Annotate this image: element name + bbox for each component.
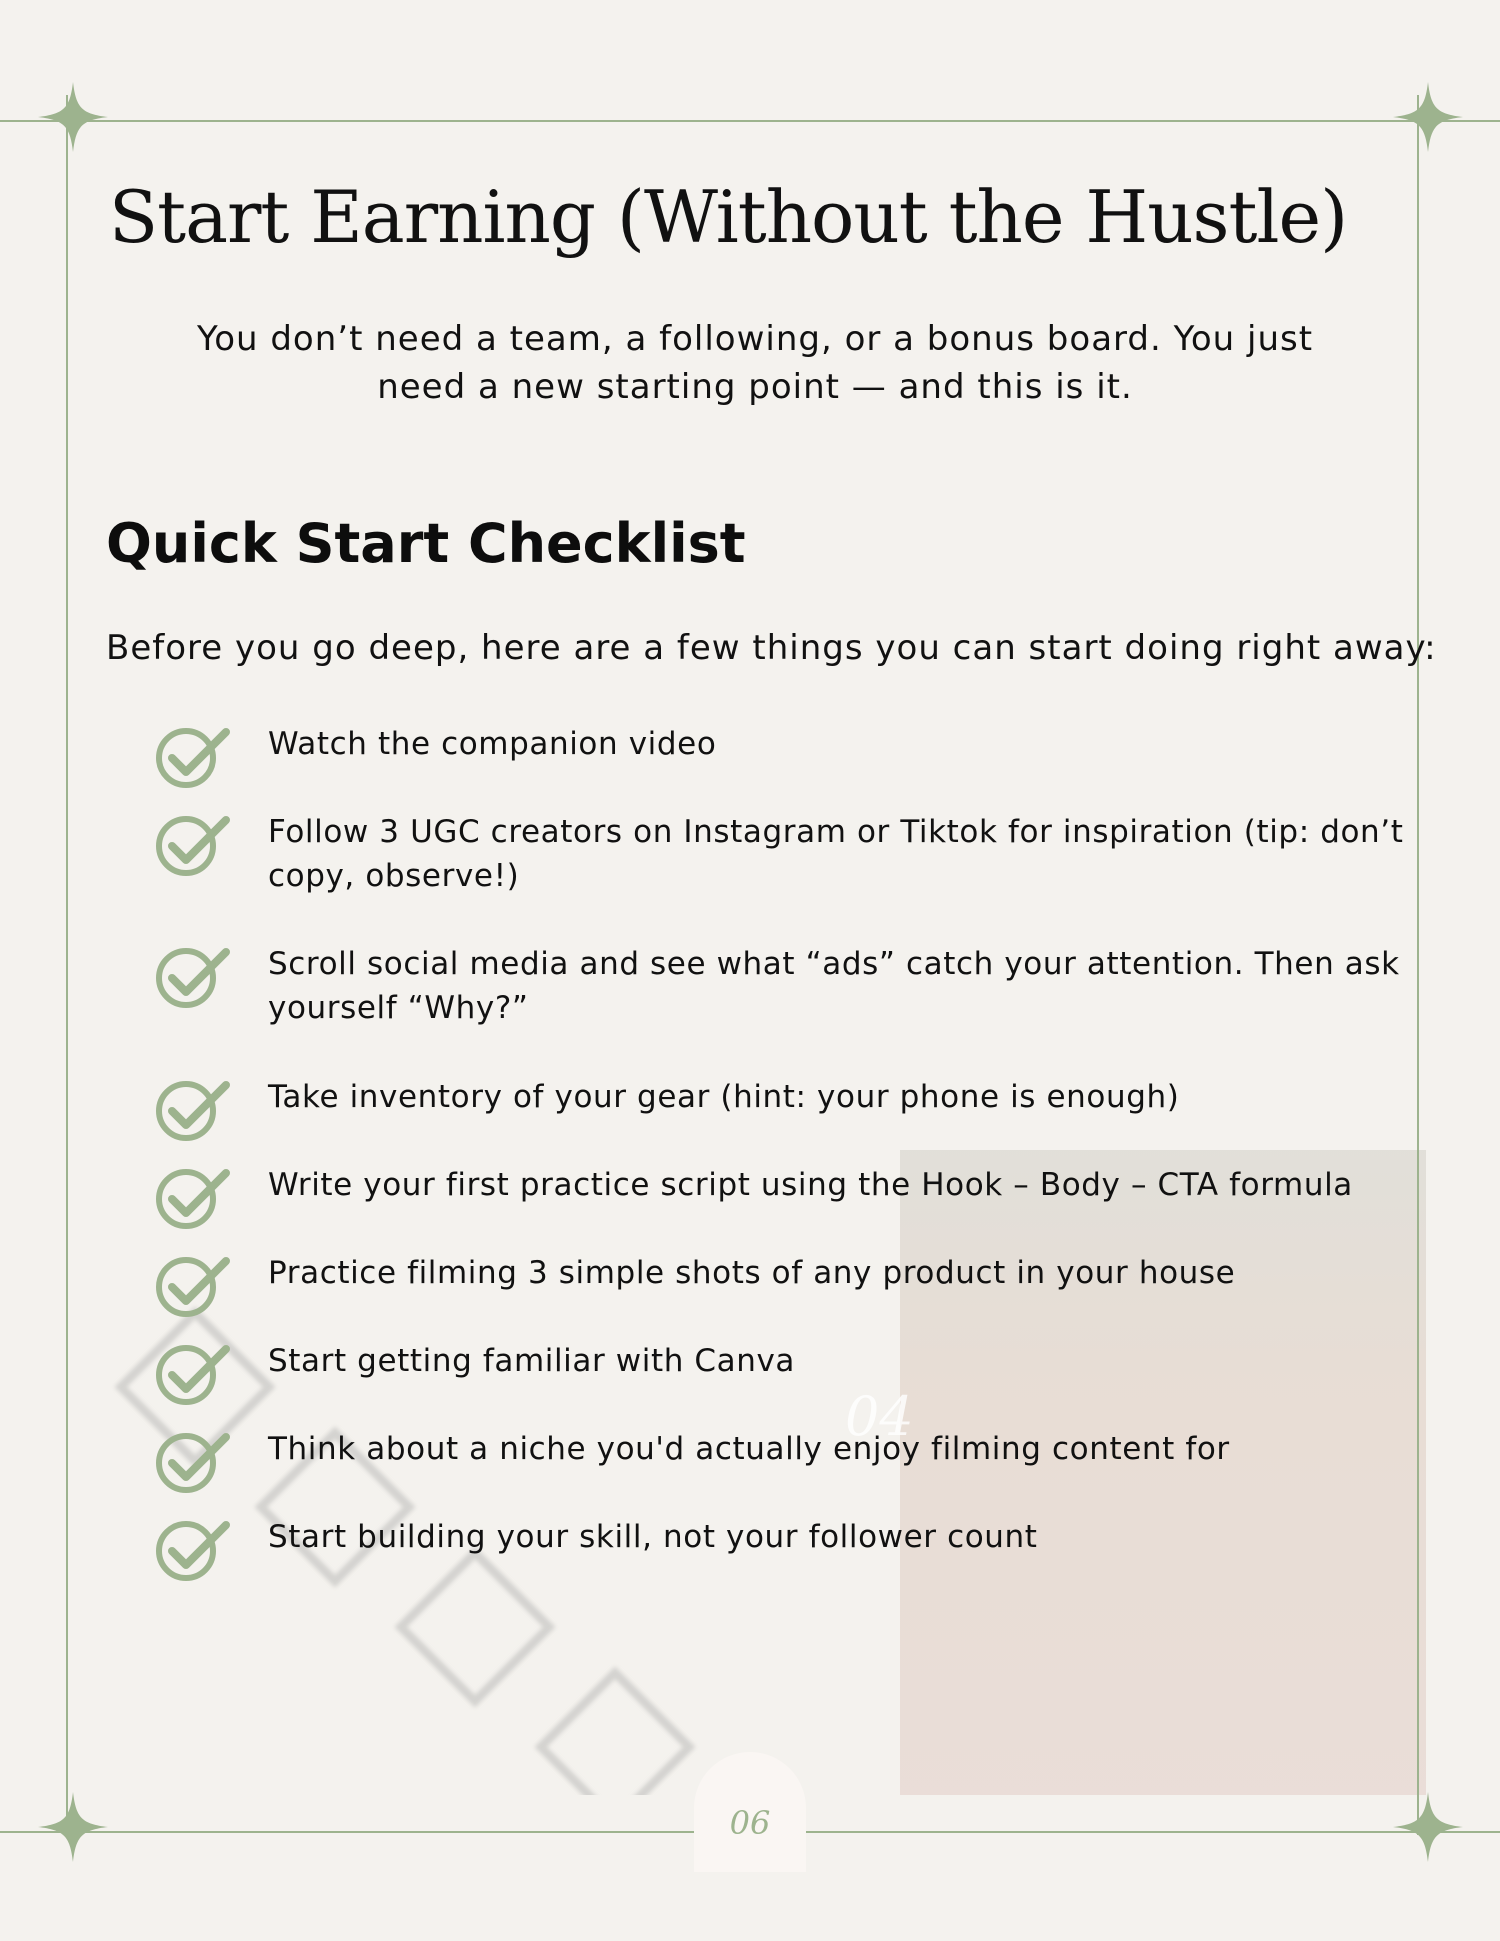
check-circle-icon bbox=[152, 1339, 234, 1407]
check-circle-icon bbox=[152, 810, 234, 878]
check-circle-icon bbox=[152, 1163, 234, 1231]
checkbox-sketch-icon bbox=[394, 1546, 555, 1707]
checklist-item-text: Scroll social media and see what “ads” catch your attention. Then ask yourself “Why?” bbox=[268, 946, 1400, 1026]
checklist-item-text: Write your first practice script using the Hook – Body – CTA formula bbox=[268, 1167, 1353, 1203]
check-circle-icon bbox=[152, 722, 234, 790]
checklist-item-text: Take inventory of your gear (hint: your phone is enough) bbox=[268, 1079, 1180, 1115]
sparkle-star-icon bbox=[1393, 82, 1463, 152]
checkbox-sketch-icon bbox=[534, 1666, 695, 1795]
check-circle-icon bbox=[152, 1427, 234, 1495]
check-circle-icon bbox=[152, 1515, 234, 1583]
checklist-item-text: Start getting familiar with Canva bbox=[268, 1343, 796, 1379]
check-circle-icon bbox=[152, 942, 234, 1010]
page-title: Start Earning (Without the Hustle) bbox=[108, 175, 1348, 259]
checklist-item-text: Start building your skill, not your follower count bbox=[268, 1519, 1038, 1555]
frame-top-line bbox=[0, 120, 1500, 122]
check-circle-icon bbox=[152, 1251, 234, 1319]
checklist-item-text: Watch the companion video bbox=[268, 726, 717, 762]
background-number: 04 bbox=[845, 1385, 914, 1448]
checklist-heading: Quick Start Checklist bbox=[106, 512, 746, 575]
sparkle-star-icon bbox=[38, 1792, 108, 1862]
checklist-item-text: Practice filming 3 simple shots of any product in your house bbox=[268, 1255, 1236, 1291]
sparkle-star-icon bbox=[1393, 1792, 1463, 1862]
frame-left-line bbox=[66, 95, 68, 1835]
checklist-item-text: Follow 3 UGC creators on Instagram or Tiktok for inspiration (tip: don’t copy, observe!) bbox=[268, 814, 1404, 894]
checklist-item-text: Think about a niche you'd actually enjoy filming content for bbox=[268, 1431, 1230, 1467]
page-subtitle: You don’t need a team, a following, or a bonus board. You just need a new starting point — and this is it. bbox=[196, 319, 1314, 407]
checklist-intro: Before you go deep, here are a few things you can start doing right away: bbox=[106, 628, 1437, 668]
page-number: 06 bbox=[729, 1804, 771, 1842]
sparkle-star-icon bbox=[38, 82, 108, 152]
check-circle-icon bbox=[152, 1075, 234, 1143]
background-photo-overlay bbox=[900, 1150, 1426, 1795]
